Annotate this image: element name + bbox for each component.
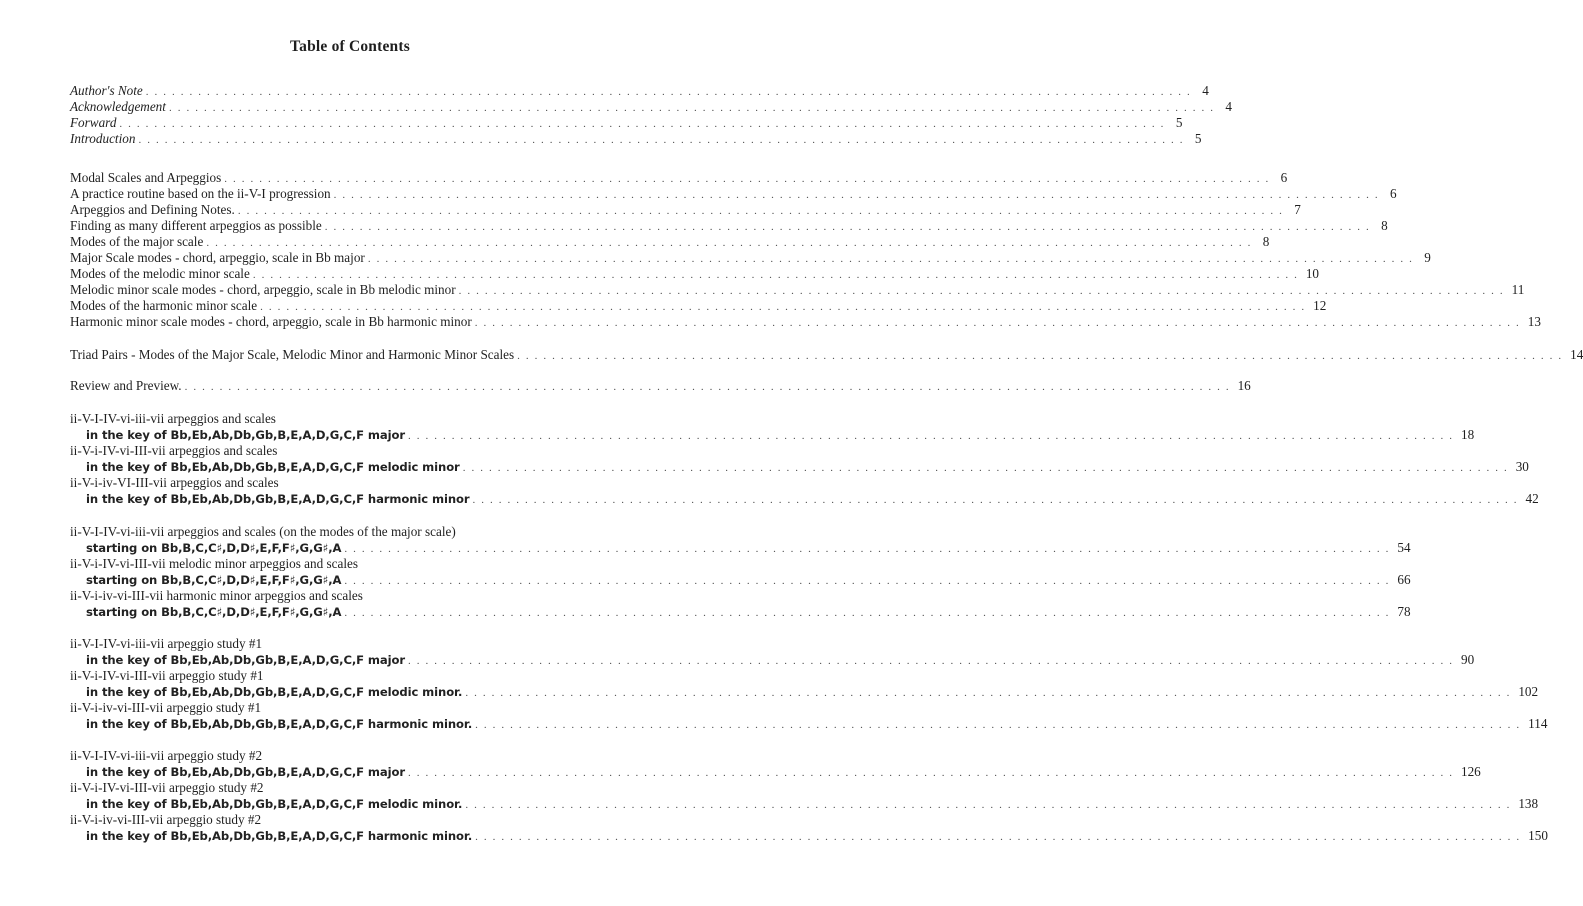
page-number: 9: [1424, 250, 1431, 265]
page-number: 4: [1202, 83, 1209, 98]
page-number: 102: [1518, 684, 1539, 699]
dot-leader: ........................................................................................................................: [367, 253, 1418, 265]
page-number: 78: [1397, 604, 1411, 619]
toc-entry-keys: [70, 572, 1411, 588]
entry-title: Major Scale modes - chord, arpeggio, scale in Bb major: [70, 250, 365, 265]
entry-title: Modal Scales and Arpeggios: [70, 170, 222, 185]
toc-entry: [70, 378, 1251, 394]
entry-keys-text: in the key of Bb,Eb,Ab,Db,Gb,B,E,A,D,G,C,F melodic minor.: [86, 685, 463, 699]
dot-leader: ........................................................................................................................: [407, 767, 1458, 779]
dot-leader: ........................................................................................................................: [465, 687, 1516, 699]
toc-entry-keys: [70, 491, 1539, 507]
entry-keys-text: in the key of Bb,Eb,Ab,Db,Gb,B,E,A,D,G,C,F major: [86, 428, 405, 442]
toc-entry: [70, 347, 1583, 363]
dot-leader: ........................................................................................................................: [206, 237, 1257, 249]
entry-title: Harmonic minor scale modes - chord, arpeggio, scale in Bb harmonic minor: [70, 314, 472, 329]
toc-entry-heading: ii-V-i-iv-vi-III-vii arpeggio study #2: [70, 812, 262, 827]
toc-entry-heading: ii-V-I-IV-vi-iii-vii arpeggio study #1: [70, 636, 263, 651]
dot-leader: ........................................................................................................................: [475, 831, 1526, 843]
page-number: 11: [1511, 282, 1525, 297]
toc-entry-keys: [70, 828, 1548, 844]
page-number: 5: [1194, 131, 1202, 146]
dot-leader: ........................................................................................................................: [138, 134, 1189, 146]
toc-entry-heading: ii-V-i-IV-vi-III-vii melodic minor arpeggios and scales: [70, 556, 358, 571]
page-number: 10: [1305, 266, 1320, 281]
dot-leader: ........................................................................................................................: [252, 269, 1303, 281]
page-number: 13: [1527, 314, 1541, 329]
entry-keys-text: in the key of Bb,Eb,Ab,Db,Gb,B,E,A,D,G,C,F major: [86, 653, 405, 667]
toc-entry: [70, 266, 1320, 282]
toc-entry: [70, 115, 1183, 131]
toc-entry-heading: ii-V-i-iv-vi-III-vii arpeggio study #1: [70, 700, 262, 715]
dot-leader: ........................................................................................................................: [324, 221, 1375, 233]
toc-entry-heading: ii-V-i-IV-vi-III-vii arpeggios and scales: [70, 443, 278, 458]
dot-leader: ........................................................................................................................: [407, 430, 1458, 442]
page-number: 66: [1397, 572, 1411, 587]
entry-keys-text: in the key of Bb,Eb,Ab,Db,Gb,B,E,A,D,G,C,F harmonic minor.: [86, 829, 473, 843]
toc-entry: [70, 83, 1209, 99]
dot-leader: ........................................................................................................................: [462, 462, 1513, 474]
toc-entry-keys: [70, 796, 1539, 812]
keys-section: [70, 411, 1539, 507]
entry-keys-text: in the key of Bb,Eb,Ab,Db,Gb,B,E,A,D,G,C,F melodic minor: [86, 460, 460, 474]
entry-title: Acknowledgement: [70, 99, 166, 114]
toc-entry: [70, 202, 1301, 218]
entry-keys-text: in the key of Bb,Eb,Ab,Db,Gb,B,E,A,D,G,C,F harmonic minor: [86, 492, 470, 506]
entry-title: Modes of the harmonic minor scale: [70, 298, 258, 313]
toc-entry-keys: [70, 652, 1475, 668]
page-number: 114: [1528, 716, 1548, 731]
page-number: 30: [1515, 459, 1529, 474]
toc-entry: [70, 250, 1431, 266]
table-of-contents: [70, 79, 1583, 844]
entry-title: Arpeggios and Defining Notes.: [70, 202, 235, 217]
page-number: 42: [1525, 491, 1539, 506]
toc-entry: [70, 298, 1327, 314]
toc-entry-heading: ii-V-i-IV-vi-III-vii arpeggio study #2: [70, 780, 264, 795]
dot-leader: ........................................................................................................................: [260, 301, 1311, 313]
dot-leader: ........................................................................................................................: [465, 799, 1516, 811]
toc-entry-heading: ii-V-I-IV-vi-iii-vii arpeggios and scales (on the modes of the major scale): [70, 524, 456, 539]
dot-leader: ........................................................................................................................: [168, 102, 1219, 114]
toc-entry: [70, 314, 1541, 330]
triad-pairs-section: [70, 347, 1583, 363]
toc-entry-keys: [70, 684, 1539, 700]
study-2-section: [70, 748, 1548, 844]
dot-leader: ........................................................................................................................: [145, 86, 1196, 98]
toc-entry: [70, 218, 1388, 234]
entry-title: Introduction: [70, 131, 136, 146]
toc-entry-heading: ii-V-i-iv-vi-III-vii harmonic minor arpeggios and scales: [70, 588, 363, 603]
toc-entry-keys: [70, 604, 1411, 620]
page-number: 150: [1528, 828, 1548, 843]
toc-entry-heading: ii-V-i-IV-vi-III-vii arpeggio study #1: [70, 668, 264, 683]
toc-entry-keys: [70, 764, 1481, 780]
entry-title: Forward: [70, 115, 117, 130]
toc-entry: [70, 282, 1525, 298]
entry-title: A practice routine based on the ii-V-I progression: [70, 186, 331, 201]
page-number: 12: [1313, 298, 1327, 313]
entry-title: Review and Preview.: [70, 378, 182, 393]
dot-leader: ........................................................................................................................: [237, 205, 1288, 217]
page-title: Table of Contents: [290, 38, 410, 55]
entry-keys-text: in the key of Bb,Eb,Ab,Db,Gb,B,E,A,D,G,C,F major: [86, 765, 405, 779]
dot-leader: ........................................................................................................................: [184, 381, 1235, 393]
page-number: 16: [1237, 378, 1251, 393]
toc-entry-keys: [70, 427, 1475, 443]
toc-entry: [70, 170, 1288, 186]
page-number: 8: [1262, 234, 1270, 249]
toc-entry-keys: [70, 540, 1411, 556]
page-number: 8: [1381, 218, 1388, 233]
dot-leader: ........................................................................................................................: [344, 607, 1395, 619]
entry-keys-text: starting on Bb,B,C,C♯,D,D♯,E,F,F♯,G,G♯,A: [86, 605, 342, 619]
modal-scales-section: [70, 170, 1541, 330]
dot-leader: ........................................................................................................................: [119, 118, 1170, 130]
entry-title: Finding as many different arpeggios as possible: [70, 218, 322, 233]
dot-leader: ........................................................................................................................: [475, 719, 1526, 731]
page-number: 6: [1390, 186, 1397, 201]
dot-leader: ........................................................................................................................: [458, 285, 1509, 297]
toc-entry-heading: ii-V-I-IV-vi-iii-vii arpeggio study #2: [70, 748, 263, 763]
front-matter-section: [70, 83, 1232, 147]
toc-entry-keys: [70, 459, 1529, 475]
toc-entry-heading: ii-V-I-IV-vi-iii-vii arpeggios and scales: [70, 411, 276, 426]
entry-title: Modes of the major scale: [70, 234, 204, 249]
study-1-section: [70, 636, 1548, 732]
page-number: 6: [1280, 170, 1288, 185]
dot-leader: ........................................................................................................................: [224, 173, 1275, 185]
toc-entry: [70, 186, 1397, 202]
modes-section: [70, 524, 1411, 620]
page-number: 126: [1460, 764, 1481, 779]
page-number: 90: [1460, 652, 1475, 667]
page-number: 7: [1294, 202, 1301, 217]
toc-entry-keys: [70, 716, 1548, 732]
dot-leader: ........................................................................................................................: [333, 189, 1384, 201]
entry-keys-text: starting on Bb,B,C,C♯,D,D♯,E,F,F♯,G,G♯,A: [86, 541, 342, 555]
page-number: 14: [1570, 347, 1583, 362]
entry-keys-text: in the key of Bb,Eb,Ab,Db,Gb,B,E,A,D,G,C,F melodic minor.: [86, 797, 463, 811]
entry-title: Modes of the melodic minor scale: [70, 266, 250, 281]
page-number: 54: [1397, 540, 1411, 555]
review-section: [70, 378, 1251, 394]
toc-entry: [70, 234, 1270, 250]
toc-entry: [70, 99, 1232, 115]
entry-title: Melodic minor scale modes - chord, arpeggio, scale in Bb melodic minor: [70, 282, 456, 297]
entry-title: Author's Note: [70, 83, 143, 98]
page-number: 4: [1225, 99, 1232, 114]
dot-leader: ........................................................................................................................: [407, 655, 1458, 667]
page-number: 18: [1460, 427, 1475, 442]
toc-entry-heading: ii-V-i-iv-VI-III-vii arpeggios and scales: [70, 475, 279, 490]
toc-entry: [70, 131, 1202, 147]
page-number: 5: [1175, 115, 1183, 130]
dot-leader: ........................................................................................................................: [474, 317, 1525, 329]
dot-leader: ........................................................................................................................: [344, 543, 1395, 555]
dot-leader: ........................................................................................................................: [344, 575, 1395, 587]
dot-leader: ........................................................................................................................: [472, 494, 1523, 506]
entry-keys-text: in the key of Bb,Eb,Ab,Db,Gb,B,E,A,D,G,C,F harmonic minor.: [86, 717, 473, 731]
entry-title: Triad Pairs - Modes of the Major Scale, Melodic Minor and Harmonic Minor Scales: [70, 347, 515, 362]
entry-keys-text: starting on Bb,B,C,C♯,D,D♯,E,F,F♯,G,G♯,A: [86, 573, 342, 587]
dot-leader: ........................................................................................................................: [517, 350, 1568, 362]
page-number: 138: [1518, 796, 1539, 811]
